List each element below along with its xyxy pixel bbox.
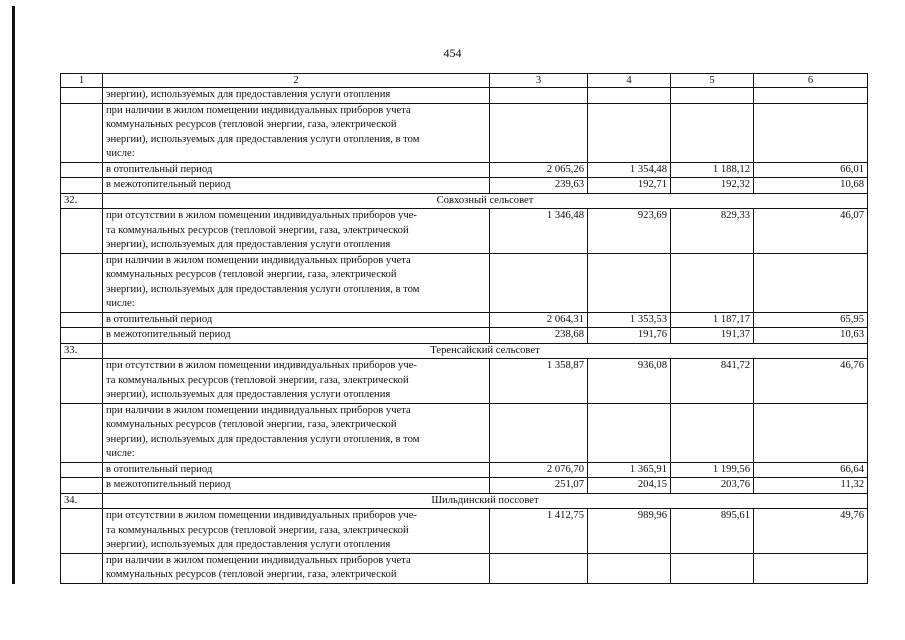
value-cell	[671, 103, 754, 162]
value-cell	[588, 553, 671, 583]
section-title: Шильдинский поссовет	[103, 493, 868, 509]
value-cell: 192,71	[588, 178, 671, 194]
value-cell	[671, 403, 754, 462]
description-cell	[103, 162, 490, 178]
description-line: числе:	[106, 148, 135, 159]
description-line: при наличии в жилом помещении индивидуальных приборов учета	[106, 554, 411, 566]
section-index: 34.	[61, 493, 103, 509]
description-line: энергии), используемых для предоставления услуги отопления, в том	[106, 433, 420, 445]
section-index: 33.	[61, 343, 103, 359]
description-line: энергии), используемых для предоставления услуги отопления	[106, 539, 391, 550]
header-row	[61, 74, 868, 88]
index-cell	[61, 162, 103, 178]
description-cell	[103, 462, 490, 478]
header-cell: 2	[103, 74, 490, 88]
table-row	[61, 88, 868, 104]
value-cell: 238,68	[490, 328, 588, 344]
description-line: при наличии в жилом помещении индивидуальных приборов учета	[106, 254, 411, 266]
description-line: при наличии в жилом помещении индивидуальных приборов учета	[106, 404, 411, 416]
value-cell: 49,76	[754, 509, 868, 554]
index-cell	[61, 253, 103, 312]
description-line: в отопительный период	[106, 313, 213, 325]
description-line: та коммунальных ресурсов (тепловой энергии, газа, электрической	[106, 374, 409, 386]
index-cell	[61, 312, 103, 328]
value-cell: 1 358,87	[490, 359, 588, 404]
table-row	[61, 103, 868, 162]
value-cell: 46,07	[754, 209, 868, 254]
value-cell: 2 064,31	[490, 312, 588, 328]
description-cell	[103, 553, 490, 583]
value-cell: 829,33	[671, 209, 754, 254]
value-cell	[588, 253, 671, 312]
table-row	[61, 462, 868, 478]
value-cell: 10,68	[754, 178, 868, 194]
value-cell	[754, 553, 868, 583]
description-cell	[103, 312, 490, 328]
description-line: коммунальных ресурсов (тепловой энергии, газа, электрической	[106, 419, 397, 430]
value-cell: 1 365,91	[588, 462, 671, 478]
value-cell: 1 188,12	[671, 162, 754, 178]
description-cell	[103, 403, 490, 462]
section-index: 32.	[61, 193, 103, 209]
description-line: энергии), используемых для предоставления услуги отопления	[106, 89, 391, 100]
index-cell	[61, 462, 103, 478]
description-cell	[103, 328, 490, 344]
value-cell: 936,08	[588, 359, 671, 404]
section-row	[61, 193, 868, 209]
value-cell	[490, 103, 588, 162]
description-cell	[103, 88, 490, 104]
value-cell	[490, 88, 588, 104]
table-row	[61, 359, 868, 404]
index-cell	[61, 478, 103, 494]
value-cell: 923,69	[588, 209, 671, 254]
description-line: в отопительный период	[106, 463, 213, 475]
section-row	[61, 493, 868, 509]
value-cell: 191,76	[588, 328, 671, 344]
value-cell: 1 199,56	[671, 462, 754, 478]
value-cell: 1 354,48	[588, 162, 671, 178]
value-cell: 1 353,53	[588, 312, 671, 328]
value-cell	[671, 88, 754, 104]
header-cell: 6	[754, 74, 868, 88]
value-cell: 46,76	[754, 359, 868, 404]
value-cell	[490, 553, 588, 583]
value-cell: 1 346,48	[490, 209, 588, 254]
value-cell: 192,32	[671, 178, 754, 194]
description-line: в отопительный период	[106, 163, 213, 175]
value-cell: 895,61	[671, 509, 754, 554]
value-cell: 66,01	[754, 162, 868, 178]
value-cell: 841,72	[671, 359, 754, 404]
value-cell: 191,37	[671, 328, 754, 344]
value-cell	[588, 103, 671, 162]
description-line: энергии), используемых для предоставления услуги отопления, в том	[106, 283, 420, 295]
table-row	[61, 253, 868, 312]
value-cell: 1 412,75	[490, 509, 588, 554]
table-row	[61, 509, 868, 554]
description-line: энергии), используемых для предоставления услуги отопления, в том	[106, 133, 420, 145]
description-line: в межотопительный период	[106, 479, 231, 490]
table-row	[61, 178, 868, 194]
table-row	[61, 162, 868, 178]
description-cell	[103, 253, 490, 312]
table-row	[61, 478, 868, 494]
table-body	[61, 88, 868, 584]
value-cell	[490, 403, 588, 462]
value-cell: 66,64	[754, 462, 868, 478]
index-cell	[61, 403, 103, 462]
index-cell	[61, 88, 103, 104]
value-cell: 251,07	[490, 478, 588, 494]
header-cell: 5	[671, 74, 754, 88]
value-cell	[588, 403, 671, 462]
header-cell: 4	[588, 74, 671, 88]
value-cell	[754, 88, 868, 104]
description-line: та коммунальных ресурсов (тепловой энергии, газа, электрической	[106, 524, 409, 536]
index-cell	[61, 178, 103, 194]
value-cell	[754, 103, 868, 162]
value-cell: 239,63	[490, 178, 588, 194]
description-cell	[103, 478, 490, 494]
index-cell	[61, 359, 103, 404]
section-row	[61, 343, 868, 359]
description-line: коммунальных ресурсов (тепловой энергии, газа, электрической	[106, 119, 397, 130]
value-cell: 204,15	[588, 478, 671, 494]
description-line: коммунальных ресурсов (тепловой энергии, газа, электрической	[106, 569, 397, 580]
table-row	[61, 553, 868, 583]
description-cell	[103, 103, 490, 162]
value-cell	[671, 253, 754, 312]
table-row	[61, 312, 868, 328]
header-cell: 1	[61, 74, 103, 88]
value-cell: 65,95	[754, 312, 868, 328]
index-cell	[61, 209, 103, 254]
description-line: та коммунальных ресурсов (тепловой энергии, газа, электрической	[106, 224, 409, 236]
section-title: Совхозный сельсовет	[103, 193, 868, 209]
description-line: коммунальных ресурсов (тепловой энергии, газа, электрической	[106, 269, 397, 280]
index-cell	[61, 553, 103, 583]
description-cell	[103, 359, 490, 404]
description-cell	[103, 178, 490, 194]
tariff-table	[60, 73, 868, 584]
binding-line	[12, 6, 15, 584]
value-cell: 2 076,70	[490, 462, 588, 478]
value-cell	[754, 253, 868, 312]
description-line: при отсутствии в жилом помещении индивидуальных приборов уче-	[106, 210, 417, 221]
description-cell	[103, 209, 490, 254]
section-title: Теренсайский сельсовет	[103, 343, 868, 359]
description-line: числе:	[106, 298, 135, 309]
description-cell	[103, 509, 490, 554]
description-line: в межотопительный период	[106, 179, 231, 190]
table-row	[61, 328, 868, 344]
value-cell	[754, 403, 868, 462]
description-line: энергии), используемых для предоставления услуги отопления	[106, 389, 391, 400]
index-cell	[61, 328, 103, 344]
header-cell: 3	[490, 74, 588, 88]
value-cell	[671, 553, 754, 583]
page-number: 454	[443, 46, 462, 60]
table-row	[61, 403, 868, 462]
index-cell	[61, 103, 103, 162]
value-cell: 11,32	[754, 478, 868, 494]
value-cell: 203,76	[671, 478, 754, 494]
index-cell	[61, 509, 103, 554]
table-row	[61, 209, 868, 254]
value-cell: 989,96	[588, 509, 671, 554]
value-cell	[490, 253, 588, 312]
description-line: при наличии в жилом помещении индивидуальных приборов учета	[106, 104, 411, 116]
value-cell	[588, 88, 671, 104]
description-line: энергии), используемых для предоставления услуги отопления	[106, 239, 391, 250]
description-line: при отсутствии в жилом помещении индивидуальных приборов уче-	[106, 510, 417, 521]
value-cell: 1 187,17	[671, 312, 754, 328]
value-cell: 2 065,26	[490, 162, 588, 178]
description-line: в межотопительный период	[106, 329, 231, 340]
value-cell: 10,63	[754, 328, 868, 344]
description-line: при отсутствии в жилом помещении индивидуальных приборов уче-	[106, 360, 417, 371]
description-line: числе:	[106, 448, 135, 459]
